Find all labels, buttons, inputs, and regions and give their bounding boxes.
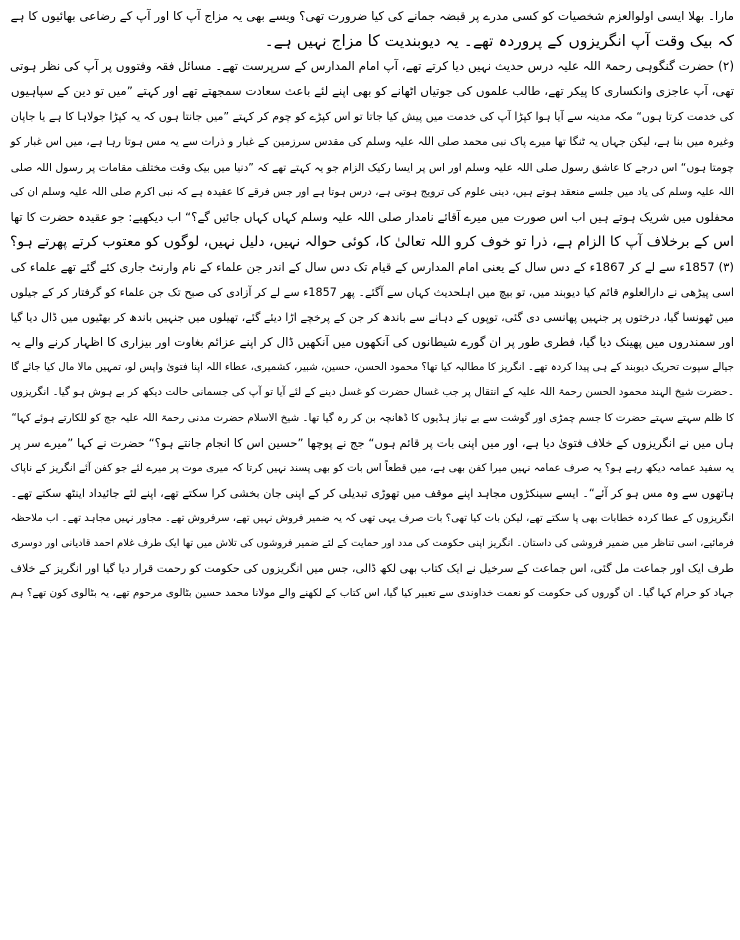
text-line: فرمائیے، اسی تناظر میں ضمیر فروشی کی داستان۔ انگریز اپنی حکومت کی مدد اور حمایت کے لئے ضمیر فروشوں کی تلاش میں تھا ایک طرف غلام احمد قادیانی اور دوسری [10, 537, 734, 549]
text-line: کا ظلم سہتے سہتے حضرت کا جسم چمڑی اور گوشت سے بے نیاز ہڈیوں کا ڈھانچہ بن کر رہ گیا تھا۔ شیخ الاسلام حضرت مدنی رحمۃ اللہ علیہ جج کو للکارتے ہوئے کہا“ [11, 411, 734, 424]
text-line: اللہ علیہ وسلم کی یاد میں جلسے منعقد ہوتے ہیں، دینی علوم کی ترویج ہوتی ہے، درس ہوتا ہے اور جس فرقے کا عقیدہ ہے کہ نبی اکرم صلی اللہ علیہ وسلم ان کی [10, 185, 734, 198]
paragraph-intro-tail [6, 4, 734, 54]
text-line: جہاد کو حرام کہا گیا۔ ان گوروں کی حکومت کو نعمت خداوندی سے تعبیر کیا گیا، اس کتاب کے لکھنے والے مولانا محمد حسین بٹالوی مرحوم تھے، یہ بٹالوی کون تھے؟ ہم [10, 587, 734, 600]
text-line: کہ بیک وقت آپ انگریزوں کے پروردہ تھے۔ یہ دیوبندیت کا مزاج نہیں ہے۔ [264, 32, 734, 51]
text-line: جیالے سپوت تحریک دیوبند کے ہی پیدا کردہ تھے۔ انگریز کا مطالبہ کیا تھا؟ محمود الحسن، حسین، شبیر، کشمیری، عطاء اللہ اپنا فتویٰ واپس لو، تمہیں مالا مال کیا جائے گا [11, 361, 734, 374]
text-line: طرف ایک اور جماعت مل گئی، اس جماعت کے سرخیل نے ایک کتاب بھی لکھ ڈالی، جس میں انگریزوں کی حکومت کو رحمت قرار دیا گیا اور انگریز کے خلاف [10, 562, 734, 576]
text-line: یہ سفید عمامہ دیکھ رہے ہو؟ یہ صرف عمامہ نہیں میرا کفن بھی ہے، میں قطعاً اس بات کو بھی پسند نہیں کرتا کہ میری موت پر میرے لئے جو کفن آئے انگریز کے ناپاک [10, 461, 734, 474]
text-line: ۔حضرت شیخ الہند محمود الحسن رحمۃ اللہ علیہ کے انتقال پر جب غسال حضرت کو غسل دینے کے لئے آیا تو آپ کی جسمانی حالت دیکھ کر بے ہوش ہو گیا۔ انگریزوں [10, 386, 734, 399]
text-line: میں ٹھونسا گیا، درختوں پر جنہیں پھانسی دی گئی، توپوں کے دہانے سے باندھ کر جن کے پرخچے اڑا دیئے گئے، تھیلوں میں جنہیں باندھ کر بھٹیوں میں ڈال دیا گیا [10, 311, 734, 325]
text-line: محفلوں میں شریک ہوتے ہیں اب اس صورت میں میرے آقائے نامدار صلی اللہ علیہ وسلم کہاں کہاں جائیں گے؟“ اب دیکھیے: جو عقیدہ حضرت کا تھا [10, 209, 734, 224]
text-line: اس کے برخلاف آپ کا الزام ہے، ذرا تو خوف کرو اللہ تعالیٰ کا، کوئی حوالہ نہیں، دلیل نہیں، لوگوں کو معتوب کرتے پھرتے ہو؟ [10, 233, 734, 250]
text-line: (۲) حضرت گنگوہی رحمۃ اللہ علیہ درس حدیث نہیں دیا کرتے تھے، آپ امام المدارس کے سرپرست تھے۔ مسائل فقہ وفتووں پر آپ کی نظر ہوتی [10, 59, 734, 74]
text-line: ہاں میں نے انگریزوں کے خلاف فتویٰ دیا ہے، اور میں اپنی بات پر قائم ہوں“ جج نے پوچھا ”حسین اس کا انجام جانتے ہو؟“ حضرت نے کہا ”میرے سر پر [11, 435, 734, 450]
text-line: (۳) 1857ء سے لے کر 1867ء کے دس سال کے یعنی امام المدارس کے قیام تک دس سال کے اندر جن علماء کے نام وارنٹ جاری کئے گئے تھے علماء کی [10, 259, 734, 274]
paragraph-point-3 [6, 255, 734, 606]
text-line: کی خدمت کرتا ہوں“ مکہ مدینہ سے آیا ہوا کپڑا آپ کی خدمت میں پیش کیا جاتا تو اس کپڑے کو چوم کر کہتے ”میں جانتا ہوں کہ یہ کپڑا جولاہا کا ہے یا جاپان [10, 110, 734, 124]
text-line: چومتا ہوں“ اس درجے کا عاشق رسول صلی اللہ علیہ وسلم اور اس پر ایسا رکیک الزام جو یہ کہتے تھے کہ ”دنیا میں بیک وقت مختلف مقامات پر رسول اللہ صلی [10, 160, 734, 174]
text-line: ہاتھوں سے وہ مس ہو کر آئے“۔ ایسے سینکڑوں مجاہد اپنے موقف میں تھوڑی تبدیلی کر کے اپنی جان بخشی کرا سکتے تھے، اپنے لئے جائیداد اینٹھ سکتے تھے۔ [10, 486, 734, 500]
text-line: مارا۔ بھلا ایسی اولوالعزم شخصیات کو کسی مدرے پر قبضہ جمانے کی کیا ضرورت تھی؟ ویسے بھی یہ مزاج آپ کا اور آپ کے رضاعی بھائیوں کا ہے [10, 9, 734, 23]
paragraph-point-2 [6, 54, 734, 255]
text-line: اسی پیڑھی نے دارالعلوم قائم کیا دیوبند میں، تو بیچ میں اہلحدیث کہاں سے آگئے۔ پھر 1857ء سے لے کر آزادی کی صبح تک جن علماء کو گرفتار کر کے جیلوں [10, 286, 734, 300]
text-line: وغیرہ میں بنا ہے، لیکن جہاں یہ ٹنگا تھا میرے پاک نبی محمد صلی اللہ علیہ وسلم کی مقدس سرزمین کے غبار و ذرات سے یہ مس ہوتا رہا ہے، میں اس غبار کو [10, 135, 734, 149]
text-line: اور سمندروں میں پھینک دیا گیا، فطری طور پر ان گورے شیطانوں کی آنکھوں میں آنکھیں ڈال کر اپنے عزائم بغاوت اور بیزاری کا اظہار کرنے والے یہ [10, 335, 734, 350]
text-line: انگریزوں کے عطا کردہ خطابات بھی پا سکتے تھے، لیکن بات کیا تھی؟ بات صرف یہی تھی کہ یہ ضمیر فروش نہیں تھے، سرفروش تھے۔ مجاور نہیں مجاہد تھے۔ اب ملاحظہ [10, 512, 734, 524]
text-line: تھی، آپ عاجزی وانکساری کا پیکر تھے، طالب علموں کی جوتیاں اٹھانے کو بھی اپنے لئے باعث سعادت سمجھتے تھے اور کہتے ”میں تو دین کے سپاہیوں [10, 84, 734, 99]
